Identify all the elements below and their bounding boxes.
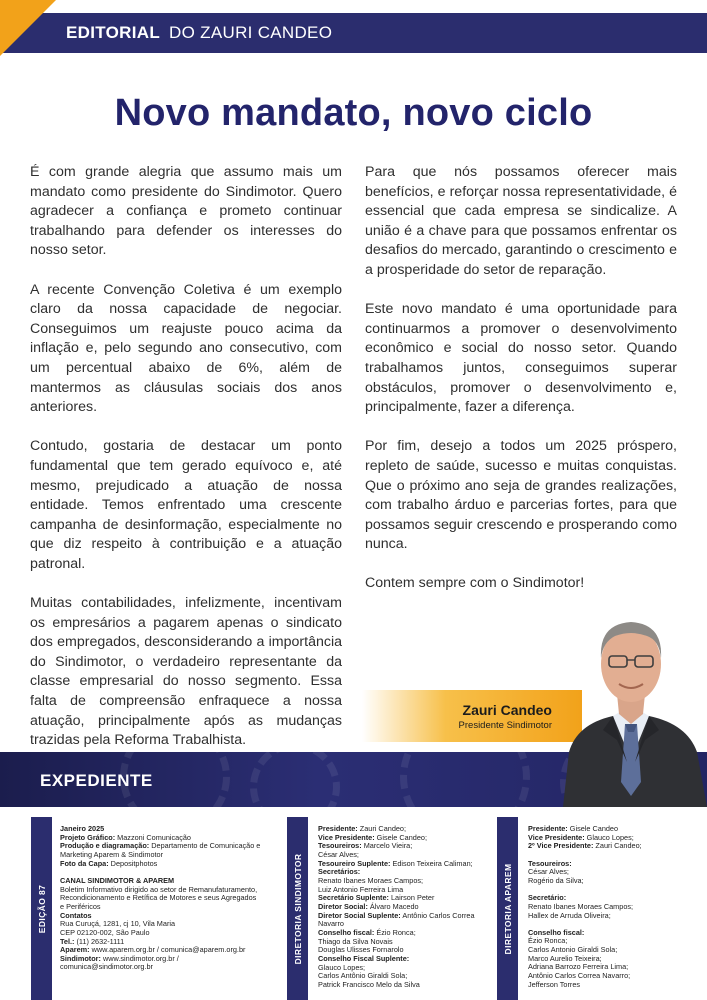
expediente-line: Carlos Antônio Giraldi Sola;	[318, 971, 408, 981]
paragraph: Para que nós possamos oferecer mais benefícios, e reforçar nossa representatividade, é essencial que cada empresa se sindicalize. A união é a chave para que possamos enfrentar os desafios do mercado, garantindo o crescimento e a prosperidade do setor de reparação.	[365, 164, 677, 278]
expediente-line: Secretário:	[528, 893, 567, 903]
paragraph: A recente Convenção Coletiva é um exemplo claro da nossa capacidade de negociar. Conseguimos um reajuste pouco acima da inflação e, pelo segundo ano consecutivo, com um percentual abaixo de 6%, além de mantermos as cláusulas sociais dos anos anteriores.	[30, 281, 342, 416]
expediente-line: Douglas Ulisses Fornarolo	[318, 945, 404, 955]
gear-decoration	[250, 752, 340, 807]
paragraph: Este novo mandato é uma oportunidade para continuarmos a promover o desenvolvimento econômico e social do nosso setor. Quando trabalhamos juntos, conseguimos superar obstáculos, promover o desenvolvimento e, principalmente, fazer a diferença.	[365, 301, 677, 416]
expediente-line: Foto da Capa: Depositphotos	[60, 858, 158, 868]
paragraph: Muitas contabilidades, infelizmente, incentivam os empresários a pagarem apenas o sindicato dos empregados, desconsiderando a importância do Sindimotor, o verdadeiro representante da classe empresarial do nosso segmento. Essa falta de compreensão enfraquece a nossa atuação, principalmente após as mudanças trazidas pela Reforma Trabalhista.	[30, 595, 342, 749]
expediente-line: Conselho fiscal:	[528, 927, 585, 937]
expediente-line: Conselho fiscal: Ézio Ronca;	[318, 927, 416, 937]
corner-accent	[0, 0, 56, 56]
paragraph: É com grande alegria que assumo mais um mandato como presidente do Sindimotor. Quero agradecer a confiança e prometo continuar trabalhando para defender os interesses do nosso setor.	[30, 164, 342, 259]
expediente-line: Secretário Suplente: Lairson Peter	[318, 893, 435, 903]
expediente-line: Hallex de Arruda Oliveira;	[528, 910, 611, 920]
expediente-line: 2º Vice Presidente: Zauri Candeo;	[528, 841, 642, 851]
expediente-line: Projeto Gráfico: Mazzoni Comunicação	[60, 832, 191, 842]
expediente-line: Thiago da Silva Novais	[318, 936, 393, 946]
expediente-line: CANAL SINDIMOTOR & APAREM	[60, 875, 175, 885]
expediente-line: Tesoureiro Suplente: Edison Teixeira Caliman;	[318, 858, 473, 868]
aparem-board-label: DIRETORIA APAREM	[502, 863, 513, 954]
expediente-line: comunica@sindimotor.org.br	[60, 962, 153, 972]
edition-label-bar	[31, 817, 52, 1000]
article-column-right	[365, 163, 677, 614]
expediente-title: EXPEDIENTE	[40, 771, 153, 790]
expediente-line: Tesoureiros:	[528, 858, 572, 868]
expediente-line: Carlos Antonio Giraldi Sola;	[528, 945, 618, 955]
edition-label: EDIÇÃO 87	[36, 884, 47, 933]
expediente-line: Vice Presidente: Glauco Lopes;	[528, 832, 634, 842]
expediente-line: Renato Ibanes Moraes Campos;	[318, 875, 424, 885]
expediente-line: Janeiro 2025	[60, 824, 105, 833]
expediente-line: Boletim Informativo dirigido ao setor de Remanufaturamento,	[60, 884, 258, 894]
expediente-line: Sindimotor: www.sindimotor.org.br /	[60, 953, 179, 963]
section-name: EDITORIAL	[66, 23, 161, 42]
expediente-line: CEP 02120-002, São Paulo	[60, 927, 150, 937]
author-role: Presidente Sindimotor	[458, 720, 552, 731]
aparem-board-list	[528, 825, 703, 989]
expediente-line: Patrick Francisco Melo da Silva	[318, 979, 420, 989]
expediente-line: Adriana Barrozo Ferreira Lima;	[528, 962, 629, 972]
sindimotor-board-label: DIRETORIA SINDIMOTOR	[292, 853, 303, 964]
expediente-line: Tel.: (11) 2632-1111	[60, 936, 125, 946]
gear-decoration	[400, 752, 530, 807]
author-name: Zauri Candeo	[462, 702, 552, 718]
paragraph: Contudo, gostaria de destacar um ponto fundamental que tem gerado equívoco e, até mesmo, prejudicado a atuação de nossa entidade. Temos enfrentado uma crescente campanha de desinformação, especialmente no que diz respeito à contribuição e a atuação patronal.	[30, 438, 342, 572]
expediente-line: Aparem: www.aparem.org.br / comunica@aparem.org.br	[60, 945, 246, 955]
expediente-line: Vice Presidente: Gisele Candeo;	[318, 832, 427, 842]
expediente-line: Antônio Carlos Correa Navarro;	[528, 971, 631, 981]
expediente-line: Presidente: Gisele Candeo	[528, 824, 619, 833]
expediente-line: César Alves;	[528, 867, 569, 877]
expediente-line: Rogério da Silva;	[528, 875, 584, 885]
expediente-line: Luiz Antonio Ferreira Lima	[318, 884, 404, 894]
author-portrait	[555, 612, 707, 807]
section-header	[66, 23, 332, 43]
expediente-line: Jefferson Torres	[528, 979, 581, 989]
expediente-line: Conselho Fiscal Suplente:	[318, 953, 410, 963]
expediente-line: Rua Curuçá, 1281, cj 10, Vila Maria	[60, 919, 176, 929]
section-subtitle: DO ZAURI CANDEO	[169, 23, 333, 42]
sindimotor-label-bar	[287, 817, 308, 1000]
expediente-line: Diretor Social Suplente: Antônio Carlos Correa	[318, 910, 475, 920]
expediente-line: Marketing Aparem & Sindimotor	[60, 849, 164, 859]
sindimotor-board-list	[318, 825, 488, 989]
expediente-line: Contatos	[60, 910, 92, 920]
expediente-line: e Periféricos	[60, 901, 101, 911]
publication-info	[60, 825, 275, 972]
expediente-line: Recondicionamento e Retífica de Motores e seus Agregados	[60, 893, 257, 903]
expediente-line: Produção e diagramação: Departamento de Comunicação e	[60, 841, 261, 851]
expediente-line: Presidente: Zauri Candeo;	[318, 824, 407, 833]
expediente-line: Ézio Ronca;	[528, 936, 568, 946]
expediente-line: Tesoureiros: Marcelo Vieira;	[318, 841, 413, 851]
expediente-line: César Alves;	[318, 849, 359, 859]
expediente-line: Secretários:	[318, 867, 361, 877]
expediente-line: Navarro	[318, 919, 344, 929]
article-column-left	[30, 163, 342, 770]
article-title: Novo mandato, novo ciclo	[114, 92, 593, 134]
expediente-line: Glauco Lopes;	[318, 962, 366, 972]
paragraph: Contem sempre com o Sindimotor!	[365, 575, 585, 592]
expediente-line: Marco Aurelio Teixeira;	[528, 953, 602, 963]
paragraph: Por fim, desejo a todos um 2025 próspero, repleto de saúde, sucesso e muitas conquistas. Que o próximo ano seja de grandes realizações, com trabalho árduo e parcerias fortes, para que possamos seguir crescendo e prosperando como nunca.	[365, 438, 677, 553]
expediente-line: Renato Ibanes Moraes Campos;	[528, 901, 634, 911]
aparem-label-bar	[497, 817, 518, 1000]
expediente-line: Diretor Social: Álvaro Macedo	[318, 901, 419, 911]
